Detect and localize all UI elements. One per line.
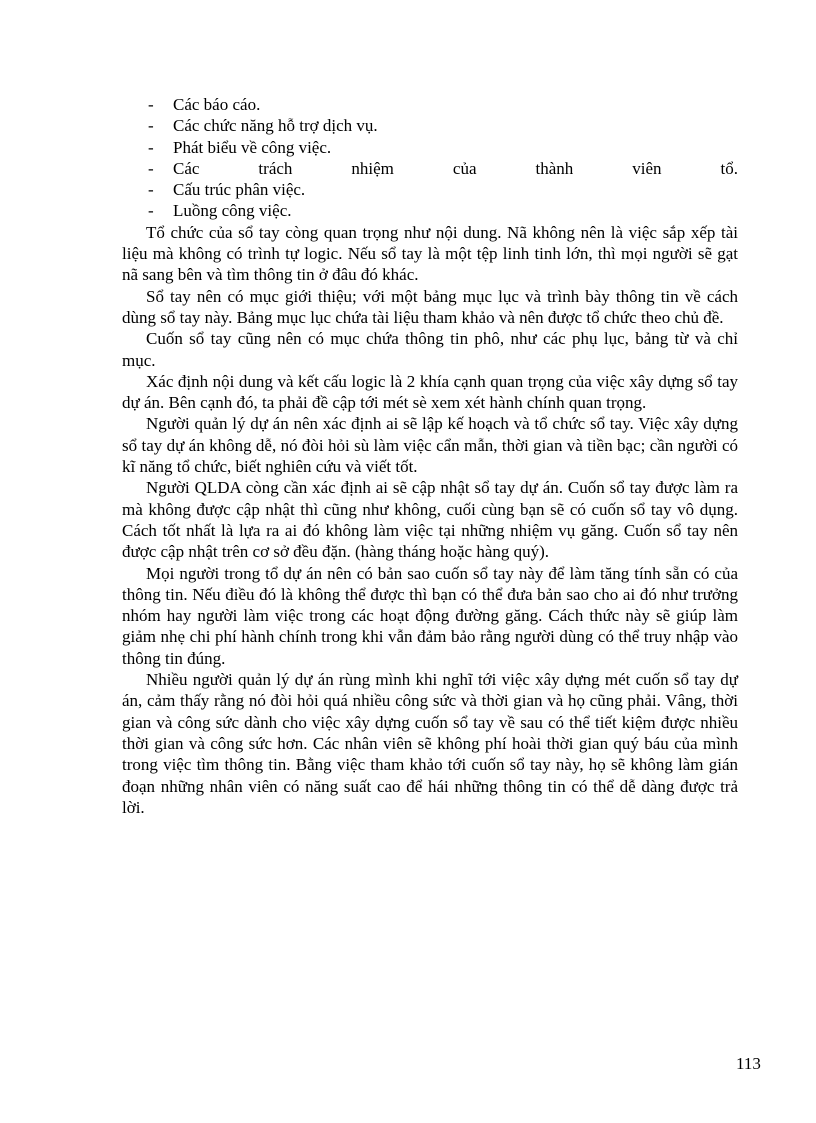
bullet-text: Phát biểu về công việc. [173, 137, 332, 157]
bullet-marker: - [148, 95, 154, 114]
bullet-marker: - [148, 158, 154, 178]
bullet-text: Các trách nhiệm của thành viên tổ. [173, 158, 738, 178]
paragraph-benefits: Nhiều người quản lý dự án rùng mình khi nghĩ tới việc xây dựng mét cuốn sổ tay dự án, cảm thấy rằng nó đòi hỏi quá nhiều công sức và thời gian và họ cũng phải. Vâng, thời gian và công sức dành cho việc xây dựng cuốn sổ tay về sau có thể tiết kiệm được nhiều thời gian và công sức hơn. Các nhân viên sẽ không phí hoài thời gian quý báu của mình trong việc tìm thông tin. Bằng việc tham khảo tới cuốn sổ tay này, họ sẽ không làm gián đoạn những nhân viên có năng suất cao để hái những thông tin có thể dễ dàng được trả lời. [122, 670, 738, 817]
page-content [122, 94, 738, 818]
bullet-marker: - [148, 137, 154, 157]
bullet-marker: - [148, 201, 154, 221]
bullet-text: Các chức năng hỗ trợ dịch vụ. [173, 116, 378, 136]
bullet-marker: - [148, 180, 154, 200]
bullet-item [122, 179, 738, 200]
bullet-list [122, 94, 738, 222]
bullet-item [122, 200, 738, 221]
bullet-text: Luồng công việc. [173, 201, 292, 221]
bullet-item [122, 94, 738, 115]
bullet-item [122, 115, 738, 136]
page-number: 113 [736, 1054, 761, 1073]
paragraph-introduction: Sổ tay nên có mục giới thiệu; với một bảng mục lục và trình bày thông tin về cách dùng sổ tay này. Bảng mục lục chứa tài liệu tham khảo và nên được tổ chức theo chủ đề. [122, 286, 738, 327]
bullet-item [122, 158, 738, 179]
paragraph-appendix: Cuốn sổ tay cũng nên có mục chứa thông tin phô, như các phụ lục, bảng từ và chỉ mục. [122, 329, 738, 370]
bullet-item [122, 137, 738, 158]
paragraph-content-structure: Xác định nội dung và kết cấu logic là 2 khía cạnh quan trọng của việc xây dựng sổ tay dự án. Bên cạnh đó, ta phải đề cập tới mét sè xem xét hành chính quan trọng. [122, 371, 738, 413]
bullet-marker: - [148, 116, 154, 136]
paragraph-copies: Mọi người trong tổ dự án nên có bản sao cuốn sổ tay này để làm tăng tính sẵn có của thông tin. Nếu điều đó là không thể được thì bạn có thể đưa bản sao cho ai đó như trưởng nhóm hay người làm việc trong các hoạt động đường găng. Cách thức này sẽ giúp làm giảm nhẹ chi phí hành chính trong khi vẫn đảm bảo rằng người dùng có thể truy nhập vào thông tin đúng. [122, 563, 738, 668]
paragraph-organization: Tổ chức của sổ tay còng quan trọng như nội dung. Nã không nên là việc sắp xếp tài liệu mà không có trình tự logic. Nếu sổ tay là một tệp linh tinh lớn, thì mọi người sẽ gạt nã sang bên và tìm thông tin ở đâu đó khác. [122, 222, 738, 285]
bullet-text: Cấu trúc phân việc. [173, 180, 306, 200]
paragraph-planning: Người quản lý dự án nên xác định ai sẽ lập kế hoạch và tổ chức sổ tay. Việc xây dựng sổ tay dự án không dễ, nó đòi hỏi sù làm việc cẩn mẫn, thời gian và tiền bạc; cần người có kĩ năng tổ chức, biết nghiên cứu và viết tốt. [122, 414, 738, 477]
bullet-text: Các báo cáo. [173, 95, 261, 114]
paragraph-updating: Người QLDA còng cần xác định ai sẽ cập nhật sổ tay dự án. Cuốn sổ tay được làm ra mà không được cập nhật thì cũng như không, cuối cùng bạn sẽ có cuốn sổ tay vô dụng. Cách tốt nhất là lựa ra ai đó không làm việc tại những nhiệm vụ găng. Cuốn sổ tay nên được cập nhật trên cơ sở đều đặn. (hàng tháng hoặc hàng quý). [122, 478, 738, 562]
